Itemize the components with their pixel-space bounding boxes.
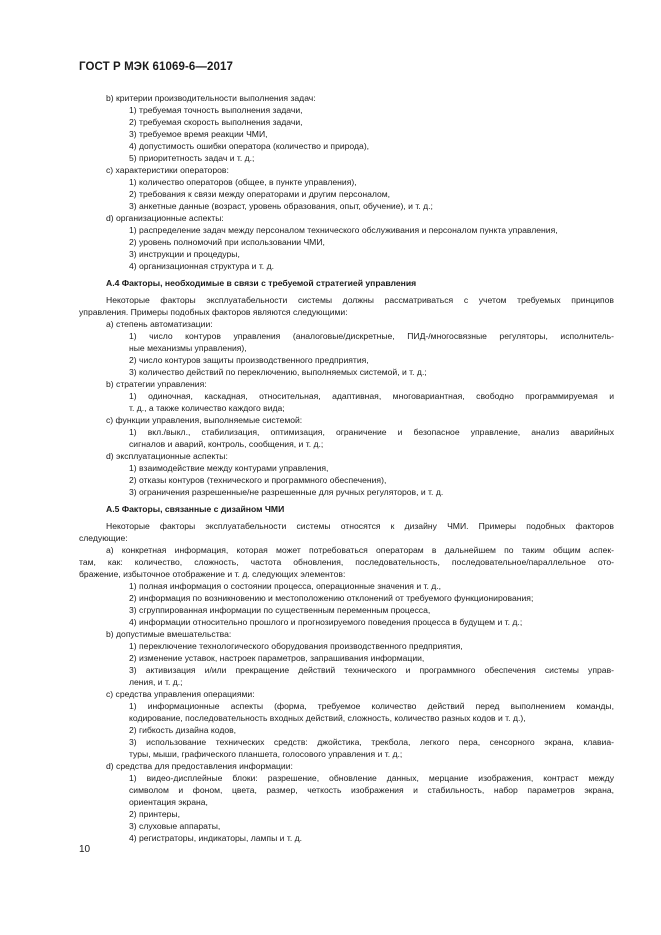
- text-line: 3) требуемое время реакции ЧМИ,: [129, 129, 268, 139]
- text-line: 1) количество операторов (общее, в пункте управления),: [129, 177, 357, 187]
- text-line: 1) число контуров управления (аналоговые/дискретные, ПИД-/многосвязные регуляторы, исполнитель-: [129, 331, 614, 341]
- text-line: 2) принтеры,: [129, 809, 180, 819]
- text-line: 1) полная информация о состоянии процесса, операционные значения и т. д.,: [129, 581, 442, 591]
- text-line: c) средства управления операциями:: [106, 689, 255, 699]
- text-line: а) конкретная информация, которая может потребоваться операторам в дальнейшем по таким общим аспек-: [106, 545, 614, 555]
- text-line: c) функции управления, выполняемые системой:: [106, 415, 303, 425]
- text-line: 2) число контуров защиты производственного предприятия,: [129, 355, 369, 365]
- page-header: ГОСТ Р МЭК 61069-6—2017: [79, 61, 233, 73]
- text-line: символом и фоном, цвета, размер, четкость изображения и стабильность, набор параметров экрана,: [129, 785, 614, 795]
- text-line: 3) активизация и/или прекращение действий технического и программного обеспечения системы управ-: [129, 665, 614, 675]
- text-line: а) степень автоматизации:: [106, 319, 213, 329]
- text-line: 1) переключение технологического оборудования производственного предприятия,: [129, 641, 463, 651]
- text-line: 3) инструкции и процедуры,: [129, 249, 240, 259]
- text-line: сигналов и аварий, контроль, сообщения, и т. д.;: [129, 439, 324, 449]
- text-line: 2) отказы контуров (технического и программного обеспечения),: [129, 475, 387, 485]
- text-line: 3) количество действий по переключению, выполняемых системой, и т. д.;: [129, 367, 427, 377]
- text-line: 2) гибкость дизайна кодов,: [129, 725, 237, 735]
- text-line: 4) регистраторы, индикаторы, лампы и т. д.: [129, 833, 302, 843]
- text-line: 3) сгруппированная информации по существенным переменным процесса,: [129, 605, 431, 615]
- text-line: 2) уровень полномочий при использовании ЧМИ,: [129, 237, 325, 247]
- text-line: ления, и т. д.;: [129, 677, 183, 687]
- text-line: 2) информация по возникновению и местоположению отклонений от требуемого функционирования;: [129, 593, 534, 603]
- text-line: 1) требуемая точность выполнения задачи,: [129, 105, 303, 115]
- text-line: т. д., а также количество каждого вида;: [129, 403, 285, 413]
- section-heading-a4: А.4 Факторы, необходимые в связи с требуемой стратегией управления: [106, 278, 417, 288]
- text-line: кодирование, последовательность входных действий, сложность, количество разных кодов и т. д.),: [129, 713, 526, 723]
- text-line: 4) информации относительно прошлого и прогнозируемого поведения процесса в будущем и т. д.;: [129, 617, 523, 627]
- text-line: c) характеристики операторов:: [106, 165, 229, 175]
- text-line: 3) использование технических средств: джойстика, трекбола, легкого пера, сенсорного экрана, клавиа-: [129, 737, 614, 747]
- text-line: следующие:: [79, 533, 128, 543]
- text-line: 3) анкетные данные (возраст, уровень образования, опыт, обучение), и т. д.;: [129, 201, 433, 211]
- text-line: 1) одиночная, каскадная, относительная, адаптивная, многовариантная, свободно программируемая и: [129, 391, 614, 401]
- text-line: 2) требуемая скорость выполнения задачи,: [129, 117, 303, 127]
- text-line: бражение, избыточное отображение и т. д. следующих элементов:: [79, 569, 346, 579]
- text-line: туры, мыши, графического планшета, голосового управления и т. д.;: [129, 749, 403, 759]
- text-line: 1) информационные аспекты (форма, требуемое количество действий перед выполнением команды,: [129, 701, 614, 711]
- text-line: 3) слуховые аппараты,: [129, 821, 221, 831]
- text-line: Некоторые факторы эксплуатабельности системы относятся к дизайну ЧМИ. Примеры подобных факторов: [106, 521, 614, 531]
- text-line: ные механизмы управления),: [129, 343, 247, 353]
- text-line: 1) вкл./выкл., стабилизация, оптимизация, ограничение и безопасное управление, анализ аварийных: [129, 427, 614, 437]
- text-line: d) средства для предоставления информации:: [106, 761, 293, 771]
- text-line: 3) ограничения разрешенные/не разрешенные для ручных регуляторов, и т. д.: [129, 487, 444, 497]
- text-line: Некоторые факторы эксплуатабельности системы должны рассматриваться с учетом требуемых принципов: [106, 295, 614, 305]
- text-line: b) критерии производительности выполнения задач:: [106, 93, 316, 103]
- text-line: b) стратегии управления:: [106, 379, 207, 389]
- text-line: ориентация экрана,: [129, 797, 208, 807]
- text-line: 4) организационная структура и т. д.: [129, 261, 274, 271]
- text-line: 2) изменение уставок, настроек параметров, запрашивания информации,: [129, 653, 425, 663]
- text-line: d) организационные аспекты:: [106, 213, 224, 223]
- text-line: 4) допустимость ошибки оператора (количество и природа),: [129, 141, 370, 151]
- text-line: 5) приоритетность задач и т. д.;: [129, 153, 255, 163]
- text-line: там, как: количество, сложность, частота обновления, последовательность, последовательное/параллельное ото-: [79, 557, 614, 567]
- section-heading-a5: А.5 Факторы, связанные с дизайном ЧМИ: [106, 504, 285, 514]
- text-line: управления. Примеры подобных факторов являются следующими:: [79, 307, 348, 317]
- text-line: 1) распределение задач между персоналом технического обслуживания и персоналом пункта управления,: [129, 225, 558, 235]
- text-line: b) допустимые вмешательства:: [106, 629, 232, 639]
- text-line: 1) взаимодействие между контурами управления,: [129, 463, 329, 473]
- text-line: d) эксплуатационные аспекты:: [106, 451, 228, 461]
- page-number: 10: [79, 844, 91, 855]
- text-line: 2) требования к связи между операторами и другим персоналом,: [129, 189, 391, 199]
- text-line: 1) видео-дисплейные блоки: разрешение, обновление данных, мерцание изображения, контраст между: [129, 773, 614, 783]
